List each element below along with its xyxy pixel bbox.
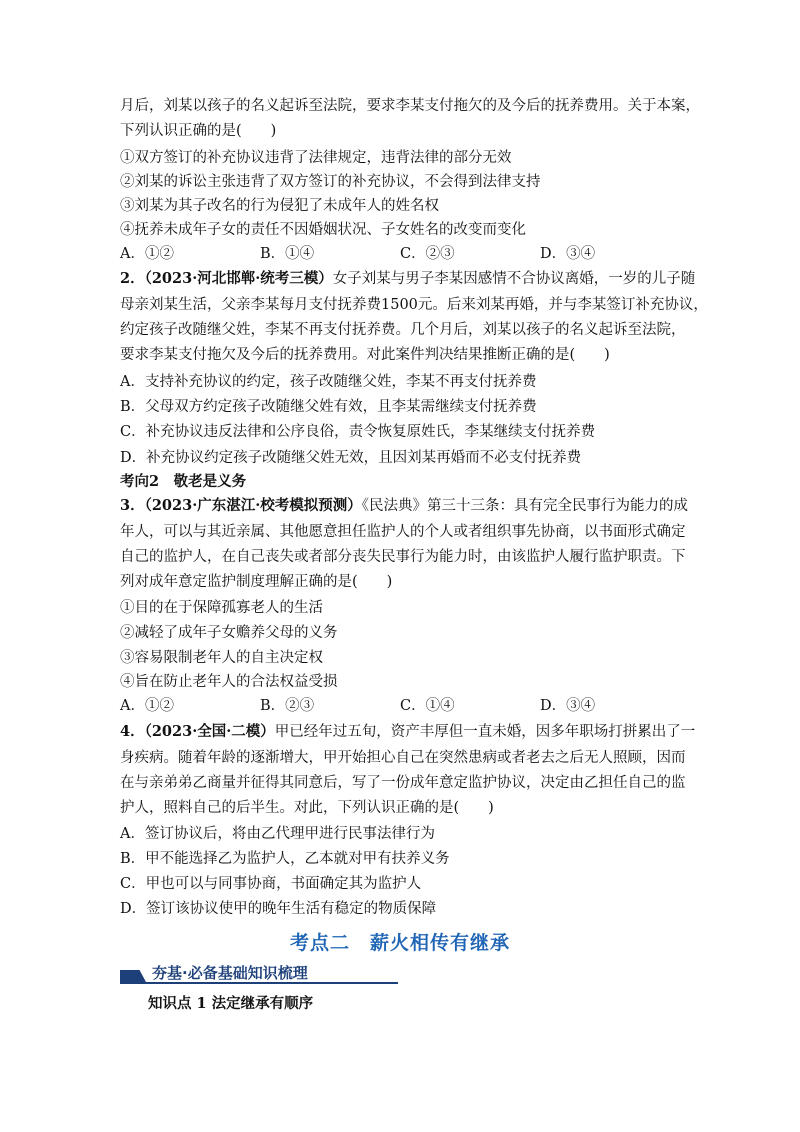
answer-options	[120, 244, 680, 264]
banner-underline	[120, 982, 398, 984]
question-4-first-line	[120, 722, 695, 742]
statement-item: ①双方签订的补充协议违背了法律规定，违背法律的部分无效	[120, 150, 512, 166]
answer-options	[120, 696, 680, 716]
option-a: A．①②	[120, 246, 174, 262]
statement-item: ②减轻了成年子女赡养父母的义务	[120, 625, 338, 641]
option-c: C．补充协议违反法律和公序良俗，责令恢复原姓氏，李某继续支付抚养费	[120, 424, 596, 440]
question-3-first-line	[120, 496, 688, 516]
text-line: 要求李某支付拖欠及今后的抚养费用。对此案件判决结果推断正确的是( )	[120, 347, 610, 363]
text-line: 自己的监护人，在自己丧失或者部分丧失民事行为能力时，由该监护人履行监护职责。下	[120, 549, 686, 565]
statement-item: ③容易限制老年人的自主决定权	[120, 650, 323, 666]
text-line: 月后，刘某以孩子的名义起诉至法院，要求李某支付拖欠的及今后的抚养费用。关于本案，	[120, 98, 700, 114]
section-banner	[120, 962, 398, 984]
statement-item: ①目的在于保障孤寡老人的生活	[120, 600, 323, 616]
question-label: 4．（2023·全国·二模）	[120, 723, 275, 740]
text-line: 在与亲弟弟乙商量并征得其同意后，写了一份成年意定监护协议，决定由乙担任自己的监	[120, 775, 686, 791]
option-c: C．②③	[400, 246, 455, 262]
option-c: C．①④	[400, 698, 455, 714]
option-a: A．签订协议后，将由乙代理甲进行民事法律行为	[120, 826, 435, 842]
question-text: 《民法典》第三十三条：具有完全民事行为能力的成	[361, 498, 689, 514]
text-line: 年人，可以与其近亲属、其他愿意担任监护人的个人或者组织事先协商，以书面形式确定	[120, 524, 686, 540]
option-c: C．甲也可以与同事协商，书面确定其为监护人	[120, 876, 422, 892]
question-label: 2．（2023·河北邯郸·统考三模）	[120, 270, 333, 287]
question-label: 3．（2023·广东湛江·校考模拟预测）	[120, 497, 362, 514]
banner-block	[120, 970, 146, 982]
statement-item: ②刘某的诉讼主张违背了双方签订的补充协议，不会得到法律支持	[120, 174, 541, 190]
question-2-first-line	[120, 269, 695, 289]
option-d: D．③④	[540, 698, 596, 714]
option-b: B．②③	[260, 698, 315, 714]
direction-heading: 考向2 敬老是义务	[120, 473, 247, 490]
text-line: 约定孩子改随继父姓，李某不再支付抚养费。几个月后，刘某以孩子的名义起诉至法院，	[120, 322, 686, 338]
question-text: 甲已经年过五旬，资产丰厚但一直未婚，因多年职场打拼累出了一	[274, 724, 696, 740]
option-a: A．支持补充协议的约定，孩子改随继父姓，李某不再支付抚养费	[120, 374, 537, 390]
question-text: 女子刘某与男子李某因感情不合协议离婚，一岁的儿子随	[332, 271, 696, 287]
statement-item: ③刘某为其子改名的行为侵犯了未成年人的姓名权	[120, 198, 439, 214]
option-d: D．③④	[540, 246, 596, 262]
option-d: D．补充协议约定孩子改随继父姓无效，且因刘某再婚而不必支付抚养费	[120, 450, 582, 466]
option-d: D．签订该协议使甲的晚年生活有稳定的物质保障	[120, 901, 437, 917]
text-line: 身疾病。随着年龄的逐渐增大，甲开始担心自己在突然患病或者老去之后无人照顾，因而	[120, 750, 686, 766]
banner-text: 夯基·必备基础知识梳理	[152, 964, 308, 982]
statement-item: ④抚养未成年子女的责任不因婚姻状况、子女姓名的改变而变化	[120, 222, 526, 238]
option-b: B．①④	[260, 246, 315, 262]
option-b: B．甲不能选择乙为监护人，乙本就对甲有扶养义务	[120, 851, 450, 867]
text-line: 列对成年意定监护制度理解正确的是( )	[120, 574, 393, 590]
statement-item: ④旨在防止老年人的合法权益受损	[120, 674, 338, 690]
question-stem-end: 下列认识正确的是( )	[120, 123, 277, 139]
knowledge-point-heading: 知识点 1 法定继承有顺序	[148, 995, 314, 1012]
section-title: 考点二 薪火相传有继承	[289, 932, 510, 954]
option-b: B．父母双方约定孩子改随继父姓有效，且李某需继续支付抚养费	[120, 399, 537, 415]
text-line: 护人，照料自己的后半生。对此，下列认识正确的是( )	[120, 800, 494, 816]
text-line: 母亲刘某生活，父亲李某每月支付抚养费1500元。后来刘某再婚，并与李某签订补充协议，	[120, 297, 708, 313]
option-a: A．①②	[120, 698, 174, 714]
